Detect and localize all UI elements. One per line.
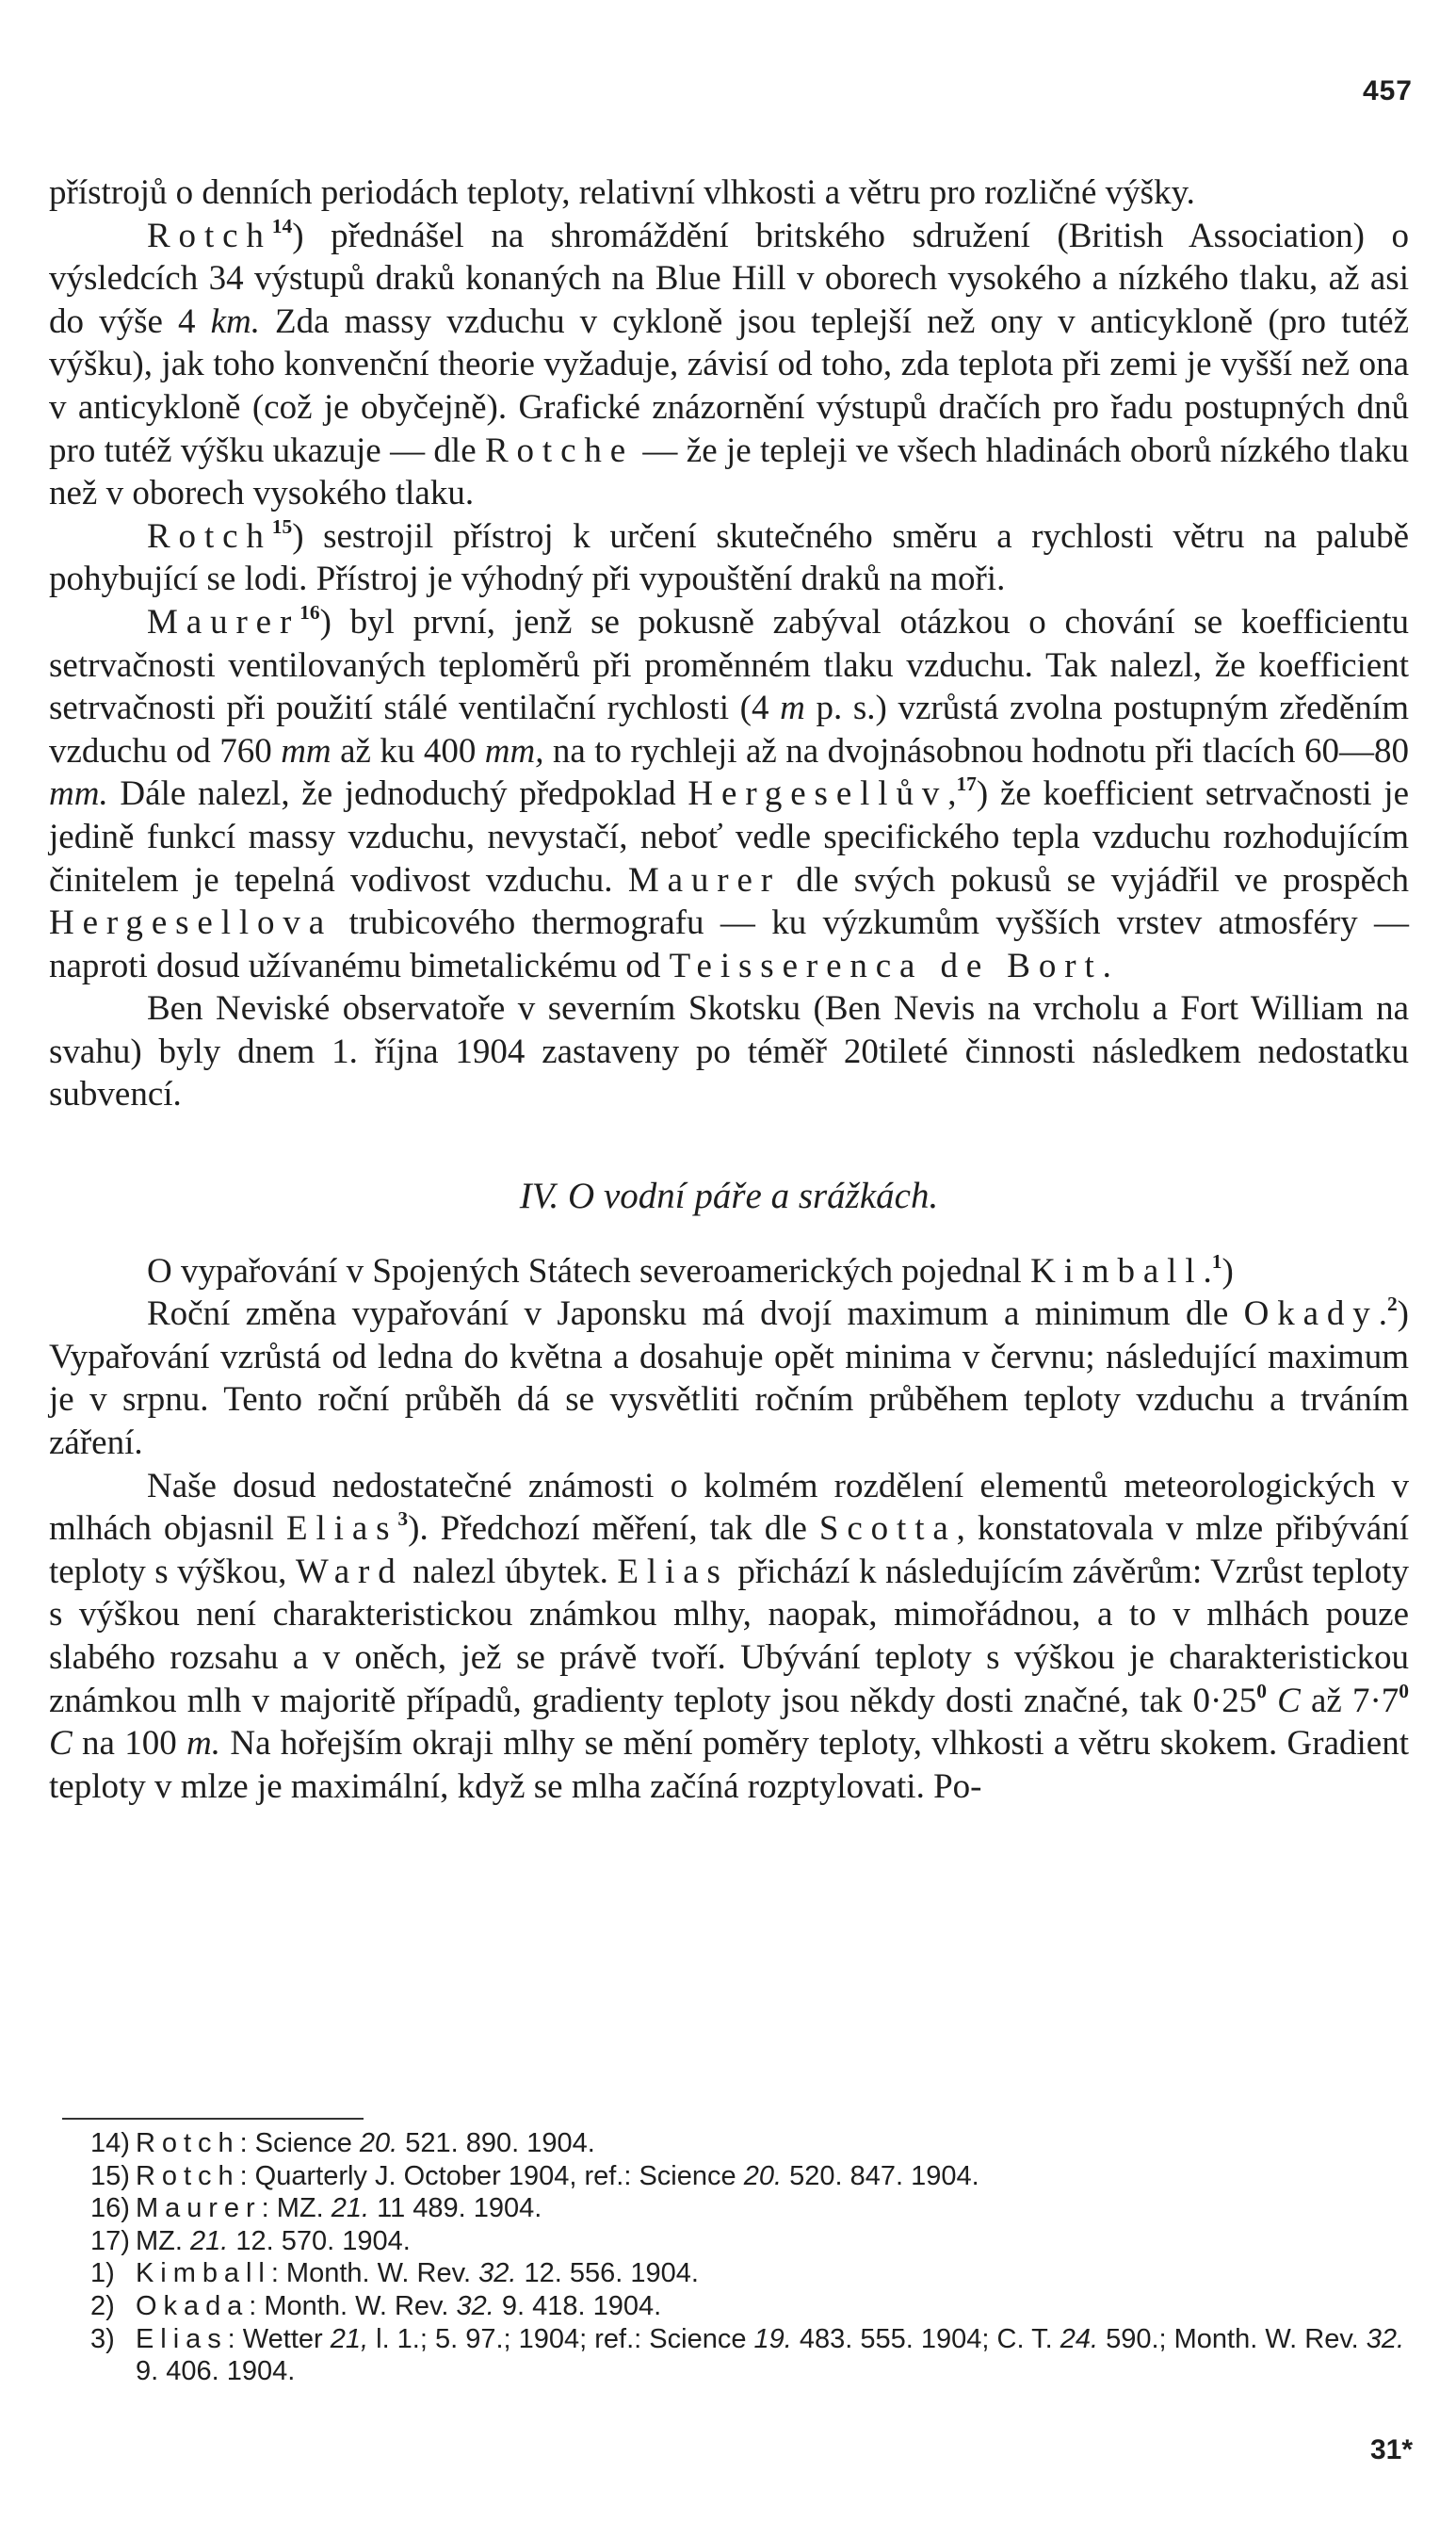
spaced-name: Teisserenca de Bort: [669, 946, 1103, 985]
text-run: přístrojů o denních periodách teploty, relativní vlhkosti a větru pro rozličné výšky.: [49, 173, 1195, 212]
spaced-name: Hergesellův: [688, 774, 948, 814]
spaced-name: Rotche: [484, 431, 635, 470]
spaced-name: Rotch: [147, 516, 272, 556]
text-run: přichází k následujícím závěrům: Vzrůst teploty s výškou není charakteristickou známkou mlhy, naopak, mimořádnou, a to v mlhách pouze slabého rozsahu a v oněch, jež se právě tvoří. Ubývání teploty s výškou je charakteristickou známkou mlh v majoritě případů, gradienty teploty jsou někdy dosti značné, tak 0·25: [49, 1552, 1409, 1720]
text-run: 9. 418. 1904.: [493, 2290, 662, 2321]
text-run: .: [1102, 946, 1111, 985]
text-run: 9. 406. 1904.: [136, 2356, 296, 2387]
text-run: Naše dosud nedostatečné známosti o kolmém rozdělení elementů meteorologických v mlhách objasnil: [49, 1466, 1409, 1549]
section-paragraphs-vapor: [49, 1250, 1409, 1809]
text-run: Dále nalezl, že jednoduchý předpoklad: [107, 774, 688, 814]
italic-text: 19.: [753, 2323, 792, 2354]
text-run: 521. 890. 1904.: [397, 2128, 595, 2158]
paragraph: [49, 601, 1409, 987]
text-run: : Wetter: [227, 2323, 331, 2354]
footnote-reference: 3: [397, 1507, 409, 1531]
footnote-reference: 16: [299, 600, 320, 624]
text-run: : Month. W. Rev.: [249, 2290, 457, 2321]
footnote-reference: 15: [271, 514, 293, 538]
text-run: 12. 570. 1904.: [228, 2225, 411, 2256]
text-run: dle svých pokusů se vyjádřil ve prospěch: [780, 860, 1409, 900]
paragraph: [49, 1293, 1409, 1464]
spaced-name: Rotch: [136, 2160, 240, 2191]
footnote: [49, 2323, 1409, 2388]
text-run: : Quarterly J. October 1904, ref.: Science: [239, 2160, 744, 2191]
main-text: [49, 171, 1409, 1808]
italic-text: 21.: [331, 2193, 370, 2224]
spaced-name: Ward: [295, 1552, 404, 1591]
footnote-reference: 0: [1256, 1679, 1268, 1702]
text-run: ,: [947, 774, 957, 814]
footnote-reference: 1: [1211, 1249, 1222, 1273]
footnote-reference: 0: [1399, 1679, 1409, 1702]
italic-text: 21,: [330, 2323, 369, 2354]
footnote-reference: 2: [1386, 1293, 1398, 1316]
spaced-name: Kimball: [136, 2258, 271, 2289]
footnote-mark: 1): [90, 2258, 115, 2289]
footnotes: [49, 2127, 1409, 2388]
spaced-name: Maurer: [627, 860, 781, 900]
footnote-mark: 15): [90, 2160, 130, 2191]
text-run: l. 1.; 5. 97.; 1904; ref.: Science: [368, 2323, 754, 2354]
paragraph: [49, 171, 1409, 215]
italic-text: mm: [281, 731, 332, 771]
spaced-name: Scotta: [818, 1509, 957, 1549]
spaced-name: Okady: [1243, 1294, 1379, 1334]
text-run: na to rychleji až na dvojnásobnou hodnotu při tlacích 60—80: [543, 731, 1409, 771]
footnote: [49, 2257, 1409, 2290]
text-run: 11 489. 1904.: [369, 2193, 542, 2224]
italic-text: C: [1277, 1681, 1301, 1720]
italic-text: mm.: [49, 774, 108, 814]
text-run: Na hořejším okraji mlhy se mění poměry teploty, vlhkosti a větru skokem. Gradient teploty v mlze je maximální, když se mlha začíná rozptylovati. Po-: [49, 1724, 1409, 1806]
italic-text: C: [49, 1724, 73, 1764]
footnote-divider: [62, 2118, 364, 2120]
text-run: MZ.: [136, 2225, 190, 2256]
text-run: [1267, 1682, 1277, 1720]
spaced-name: Rotch: [136, 2128, 240, 2158]
text-run: , konstatovala v mlze přibývání teploty s výškou,: [49, 1509, 1409, 1591]
footnote: [49, 2225, 1409, 2258]
paragraph: [49, 515, 1409, 601]
text-run: na 100: [72, 1724, 187, 1764]
section-heading: IV. O vodní páře a srážkách.: [519, 1176, 939, 1217]
text-run: O vypařování v Spojených Státech severoamerických pojednal: [147, 1251, 1031, 1291]
footnote: [49, 2160, 1409, 2193]
text-run: až 7·7: [1300, 1681, 1399, 1720]
paragraph: [49, 1465, 1409, 1809]
text-run: : Month. W. Rev.: [270, 2258, 479, 2289]
italic-text: 32.: [456, 2290, 494, 2321]
footnote-mark: 3): [90, 2323, 115, 2354]
paragraph: [49, 987, 1409, 1116]
spaced-name: Elias: [617, 1552, 729, 1591]
signature-mark: 31*: [1369, 2434, 1413, 2465]
footnote-mark: 14): [90, 2128, 130, 2158]
footnote-reference: 14: [271, 214, 293, 237]
text-run: 520. 847. 1904.: [782, 2160, 979, 2191]
italic-text: mm,: [484, 731, 544, 771]
text-run: 12. 556. 1904.: [516, 2258, 699, 2289]
text-run: ) sestrojil přístroj k určení skutečného směru a rychlosti větru na palubě pohybující se lodi. Přístroj je výhodný při vypouštění draků na moři.: [49, 516, 1409, 599]
text-run: Zda massy vzduchu v cykloně jsou teplejší než ony v anticykloně (pro tutéž výšku), jak toho konvenční theorie vyžaduje, závisí od toho, zda teplota při zemi je vyšší než ona v anticykloně (což je obyčejně). Grafické znázornění výstupů dračích pro řadu postupných dnů pro tutéž výšku ukazuje — dle: [49, 301, 1409, 470]
italic-text: 20.: [743, 2160, 783, 2191]
footnote: [49, 2127, 1409, 2160]
text-run: p. s.) vzrůstá zvolna postupným zředěním vzduchu od 760: [49, 689, 1409, 771]
spaced-name: Hergesellova: [49, 903, 333, 943]
text-run: ): [1221, 1251, 1234, 1291]
italic-text: 21.: [190, 2225, 229, 2256]
section-paragraphs-continued: [49, 171, 1409, 1116]
footnote: [49, 2290, 1409, 2323]
text-run: — že je tepleji ve všech hladinách oborů nízkého tlaku než v oborech vysokého tlaku.: [49, 431, 1410, 513]
paragraph: [49, 1250, 1409, 1293]
text-run: : Science: [239, 2128, 360, 2158]
footnote-mark: 17): [90, 2225, 130, 2256]
italic-text: m: [780, 689, 805, 728]
spaced-name: Elias: [136, 2323, 228, 2354]
spaced-name: Rotch: [147, 216, 272, 255]
page-number: 457: [1362, 75, 1413, 106]
text-run: Roční změna vypařování v Japonsku má dvojí maximum a minimum dle: [147, 1294, 1244, 1334]
text-run: až ku 400: [331, 731, 485, 771]
text-run: ) byl první, jenž se pokusně zabýval otázkou o chování se koefficientu setrvačnosti ventilovaných teploměrů při proměnném tlaku vzduchu. Tak nalezl, že koefficient setrvačnosti při použití stálé ventilační rychlosti (4: [49, 602, 1409, 728]
text-run: 590.; Month. W. Rev.: [1098, 2323, 1367, 2354]
text-run: nalezl úbytek.: [403, 1552, 618, 1591]
italic-text: 20.: [359, 2128, 398, 2158]
spaced-name: Maurer: [147, 602, 300, 642]
paragraph: [49, 215, 1409, 515]
spaced-name: Elias: [286, 1509, 398, 1549]
text-run: Ben Neviské observatoře v severním Skotsku (Ben Nevis na vrcholu a Fort William na svahu) byly dnem 1. října 1904 zastaveny po téměř 20tileté činnosti následkem nedostatku subvencí.: [49, 989, 1409, 1114]
italic-text: 32.: [478, 2258, 517, 2289]
spaced-name: Okada: [136, 2290, 250, 2321]
footnote: [49, 2192, 1409, 2225]
footnote-mark: 2): [90, 2290, 115, 2321]
italic-text: km.: [210, 301, 260, 341]
spaced-name: Kimball: [1030, 1251, 1204, 1291]
italic-text: 24.: [1060, 2323, 1099, 2354]
text-run: ) přednášel na shromáždění britského sdružení (British Association) o výsledcích 34 výstupů draků konaných na Blue Hill v oborech vysokého a nízkého tlaku, až asi do výše 4: [49, 216, 1409, 341]
text-run: ) Vypařování vzrůstá od ledna do května a dosahuje opět minima v červnu; následující maximum je v srpnu. Tento roční průběh dá se vysvětliti ročním průběhem teploty vzduchu a trváním záření.: [49, 1294, 1409, 1463]
text-run: 483. 555. 1904; C. T.: [791, 2323, 1060, 2354]
text-run: .: [1203, 1251, 1212, 1291]
footnote-reference: 17: [956, 772, 977, 796]
text-run: .: [1378, 1294, 1387, 1334]
text-run: trubicového thermografu — ku výzkumům vyšších vrstev atmosféry — naproti dosud užívanému bimetalickému od: [49, 903, 1409, 985]
text-run: : MZ.: [261, 2193, 332, 2224]
footnote-mark: 16): [90, 2193, 130, 2224]
italic-text: m.: [186, 1724, 221, 1764]
text-run: ). Předchozí měření, tak dle: [408, 1509, 819, 1549]
italic-text: 32.: [1366, 2323, 1405, 2354]
text-run: ) že koefficient setrvačnosti je jedině funkcí massy vzduchu, nevystačí, neboť vedle specifického tepla vzduchu rozhodujícím činitelem je tepelná vodivost vzduchu.: [49, 774, 1409, 900]
spaced-name: Maurer: [136, 2193, 262, 2224]
